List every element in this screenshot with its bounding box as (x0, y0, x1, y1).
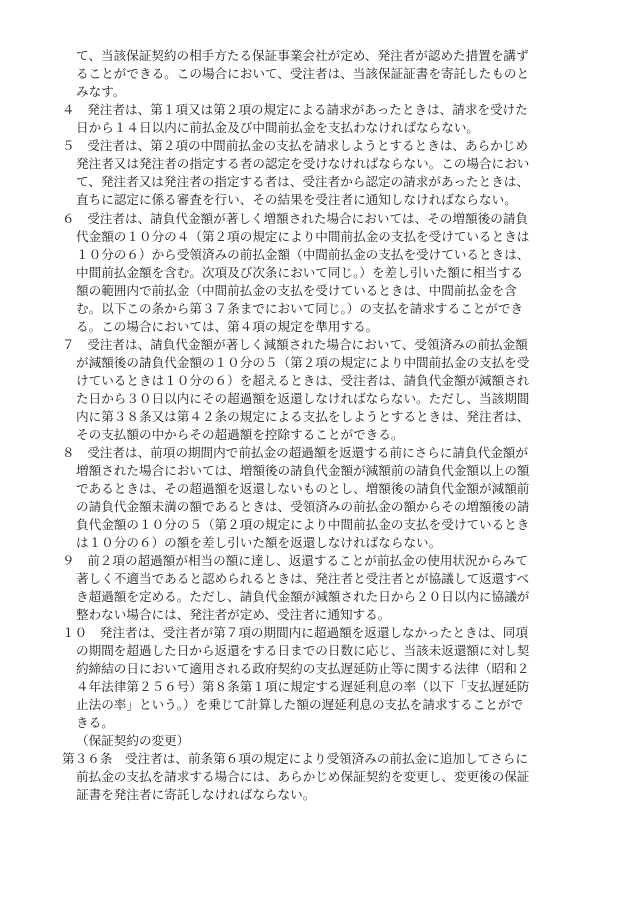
text-line: であるときは、その超過額を返還しないものとし、増額後の請負代金額が減額前 (76, 481, 530, 497)
text-line: 発注者又は発注者の指定する者の認定を受けなければならない。この場合におい (76, 156, 530, 172)
text-line: 証書を発注者に寄託しなければならない。 (76, 787, 316, 803)
paragraph-9 (62, 552, 582, 624)
text-line: 前払金の支払を請求する場合には、あらかじめ保証契約を変更し、変更後の保証 (76, 769, 530, 785)
text-line: き超過額を定める。ただし、請負代金額が減額された日から２０日以内に協議が (76, 589, 530, 605)
text-line: きる。 (76, 715, 114, 731)
paragraph-continuation (62, 47, 596, 101)
text-line: 負代金額の１０分の５（第２項の規定により中間前払金の支払を受けているとき (76, 517, 530, 533)
text-line: 代金額の１０分の４（第２項の規定により中間前払金の支払を受けているときは (76, 229, 530, 245)
article-36 (62, 750, 582, 804)
text-line: 額の範囲内で前払金（中間前払金の支払を受けているときは、中間前払金を含 (76, 283, 517, 299)
text-line: の期間を超過した日から返還をする日までの日数に応じ、当該未返還額に対し契 (76, 643, 530, 659)
text-line: て、発注者又は発注者の指定する者は、受注者から認定の請求があったときは、 (76, 174, 529, 190)
text-line: ８ 受注者は、前項の期間内で前払金の超過額を返還する前にさらに請負代金額が (62, 445, 528, 460)
text-line: みなす。 (76, 84, 126, 100)
paragraph-10 (62, 624, 582, 732)
text-line: 中間前払金額を含む。次項及び次条において同じ。）を差し引いた額に相当する (76, 265, 524, 281)
text-line: は１０分の６）の額を差し引いた額を返還しなければならない。 (76, 535, 442, 551)
text-line: ４年法律第２５６号）第８条第１項に規定する遅延利息の率（以下「支払遅延防 (76, 679, 530, 695)
text-line: が減額後の請負代金額の１０分の５（第２項の規定により中間前払金の支払を受 (76, 355, 530, 371)
paragraph-5 (62, 137, 582, 209)
paragraph-8 (62, 444, 582, 552)
text-line: る。この場合においては、第４項の規定を準用する。 (76, 319, 379, 335)
text-line: その支払額の中からその超過額を控除することができる。 (76, 427, 404, 443)
text-line: １０分の６）から受領済みの前払金額（中間前払金の支払を受けているときは、 (76, 247, 530, 263)
text-line: 内に第３８条又は第４２条の規定による支払をしようとするときは、発注者は、 (76, 409, 530, 425)
text-line: ９ 前２項の超過額が相当の額に達し、返還することが前払金の使用状況からみて (62, 553, 528, 568)
text-line: む。以下この条から第３７条までにおいて同じ。）の支払を請求することができ (76, 301, 524, 317)
text-line: ５ 受注者は、第２項の中間前払金の支払を請求しようとするときは、あらかじめ (62, 138, 528, 153)
text-line: ６ 受注者は、請負代金額が著しく増額された場合においては、その増額後の請負 (62, 211, 528, 226)
paragraph-7 (62, 336, 582, 444)
paragraph-6 (62, 210, 582, 336)
text-line: 整わない場合には、発注者が定め、受注者に通知する。 (76, 607, 391, 623)
text-line: けているときは１０分の６）を超えるときは、受注者は、請負代金額が減額され (76, 373, 530, 389)
text-line: 約締結の日において適用される政府契約の支払遅延防止等に関する法律（昭和２ (76, 661, 530, 677)
text-line: 著しく不適当であると認められるときは、発注者と受注者とが協議して返還すべ (76, 571, 530, 587)
text-line: 止法の率」という。）を乗じて計算した額の遅延利息の支払を請求することがで (76, 697, 524, 713)
text-line: た日から３０日以内にその超過額を返還しなければならない。ただし、当該期間 (76, 391, 530, 407)
text-line: 直ちに認定に係る審査を行い、その結果を受注者に通知しなければならない。 (76, 192, 517, 208)
text-line: て、当該保証契約の相手方たる保証事業会社が定め、発注者が認めた措置を講ず (76, 48, 529, 63)
paragraph-4 (62, 101, 582, 137)
text-line: ることができる。この場合において、受注者は、当該保証証書を寄託したものと (76, 66, 530, 82)
text-line: 第３６条 受注者は、前条第６項の規定により受領済みの前払金に追加してさらに (62, 751, 528, 766)
text-line: ４ 発注者は、第１項又は第２項の規定による請求があったときは、請求を受けた (62, 102, 528, 117)
text-line: ７ 受注者は、請負代金額が著しく減額された場合において、受領済みの前払金額 (62, 337, 528, 352)
text-line: 増額された場合においては、増額後の請負代金額が減額前の請負代金額以上の額 (76, 463, 530, 479)
text-line: の請負代金額未満の額であるときは、受領済みの前払金の額からその増額後の請 (76, 499, 530, 515)
text-line: １０ 発注者は、受注者が第７項の期間内に超過額を返還しなかったときは、同項 (62, 625, 528, 640)
section-heading: （保証契約の変更） (76, 733, 190, 748)
text-line: 日から１４日以内に前払金及び中間前払金を支払わなければならない。 (76, 120, 479, 136)
